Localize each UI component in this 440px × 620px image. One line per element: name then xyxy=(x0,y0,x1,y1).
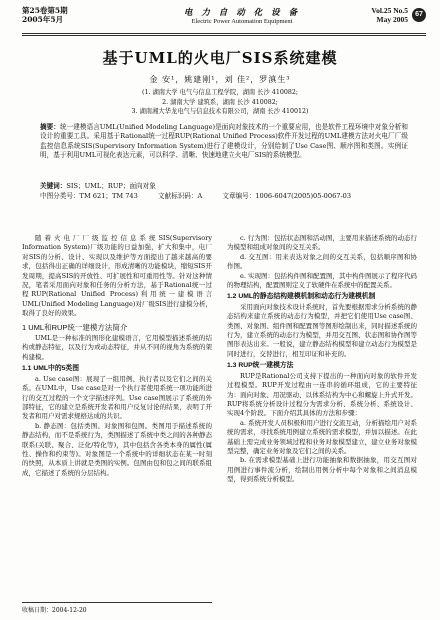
article-number: 文章编号：1006-6047(2005)05-0067-03 xyxy=(222,192,352,200)
header-center xyxy=(132,6,352,25)
class-number: 中图分类号：TM 621；TM 743 xyxy=(40,192,138,200)
section-1-1-heading: 1.1 UML中的5类图 xyxy=(22,365,80,373)
static-diagram-paragraph: b. 静态图：包括类图、对象图和包图。类图用于描述系统的静态结构，而不是系统行为，类图描述了系统中类之间的各种静态联系(关联、聚合、泛化/特化等)，其中包括含各类本身的属性(属性、操作和约束等)。对象图是一个系统中的详细状态在某一时刻的快照，从本质上讲就是类图的实例。包图由包和包之间的联系组成，它描述了系统的分层结构。 xyxy=(22,421,212,477)
rup-step-b-paragraph: b. 在需求模型基础上进行功能抽象和数据抽象，用交互图对用例进行事件流分析，绘制出用例分析中每个对象和之间消息模型，得到系统分析模型。 xyxy=(227,456,417,484)
header-rule-bottom xyxy=(22,35,426,36)
intro-paragraph: 随着火电厂厂级监控信息系统SIS(Supervisory Information System)厂级功能的日益加强，扩大和集中，电厂对SIS的分析、设计、实现以及维护等方面提出了越来越高的要求，包括得出正确的详细设计，形成清晰的功能模块，缩短SIS开发周期，提高SIS的开放性、可扩展性和可重用性等。针对这种情况，笔者采用面向对象和任务的分析方法，基于Rational统一过程RUP(Rational Unified Process)利用统一建模语言UML(Unified Modeling Language)对厂级SIS进行建模分析，取得了良好的效果。 xyxy=(22,234,212,318)
journal-name-en: Electric Power Automation Equipment xyxy=(191,18,293,25)
keywords-label: 关键词： xyxy=(40,182,67,190)
page-number-badge: 67 xyxy=(412,8,426,22)
section-1-3-heading: 1.3 RUP统一建模方法 xyxy=(227,362,294,370)
journal-name-cn: 电 力 自 动 化 设 备 xyxy=(183,8,301,18)
paper-title: 基于UML的火电厂SIS系统建模 xyxy=(102,49,338,67)
section-1-heading: 1 UML和RUP统一建模方法简介 xyxy=(22,322,128,332)
abstract-text: 统一建模语言UML(Unified Modeling Language)是面向对象技术的一个重要应用，也是软件工程环境中对象分析和设计的重要工具。采用基于Rational统一过程RUP(Rational Unified Process)软件开发过程的UML建模方法对火电厂厂级监控信息系统SIS(Supervisory Information System)进行了建模设计，分别给制了Use Case图、顺序图和类图。实例证明，基于利用UML可视化表达元素，可以科学、清晰、快速地建立火电厂SIS的系统模型。 xyxy=(40,123,408,159)
behavior-diagram-paragraph: c. 行为图：包括状态图和活动图，主要用来描述系统的动态行为模型和组成对象间的交互关系。 xyxy=(227,234,417,252)
author-list: 金 安¹，姚建刚¹，刘 佳²，罗滇生³ xyxy=(149,75,291,84)
affiliation-1: (1. 湖南大学 电气与信息工程学院，湖南 长沙 410082; xyxy=(142,89,298,96)
header-rule-top xyxy=(22,33,426,34)
abstract-label: 摘要： xyxy=(40,123,60,131)
left-column xyxy=(22,234,212,478)
date-cn: 2005年5月 xyxy=(22,15,64,24)
uml-intro-paragraph: UML是一种标准的图形化建模语言，它用模型描述系统的结构或静态特征，以及行为或动态特征，并从不同的视角为系统的架构建模。 xyxy=(22,334,212,361)
volume-cn: 第25卷第5期 xyxy=(22,6,68,15)
classification-line xyxy=(40,192,408,201)
rup-paragraph: RUP是Rational公司支持下提出的一种面向对象的软件开发过程模型。RUP开发过程由一连串的循环组成，它的主要特征为：面向对象、用况驱动、以体系结构为中心和螺旋上升式开发。RUP将系统分析设计过程分为需求分析、系统分析、系统设计、实现4个阶段。下面介绍其具体的方法和步骤： xyxy=(227,371,417,418)
running-header xyxy=(22,6,426,32)
received-date-footnote: 收稿日期：2004-12-20 xyxy=(22,602,212,614)
affiliation-3: 3. 湖南湘大华龙电气与信息技术有限公司，湖南 长沙 410012) xyxy=(131,108,309,115)
modeling-mechanism-paragraph: 采用面向对象技术设计系统时，首先要根据需求分析系统的静态结构来建立系统的动态行为模型，并把它们使用Use case图、类图、对象图、组件图和配置图等图形绘制出来，同时描述系统的行为，建立系统的动态行为模型，并用交互图、状态图和协作图等图形表达出来。一般说，建立静态结构模型和建立动态行为模型是同时进行，交替进行，相互印证和补充的。 xyxy=(227,302,417,358)
implementation-diagram-paragraph: e. 实现图：包括构件图和配置图，其中构件图展示了程序代码的物理结构，配置图则定义了软硬件在系统中的配置关系。 xyxy=(227,271,417,290)
header-right xyxy=(371,6,408,24)
volume-en: Vol.25 No.5 xyxy=(371,6,408,15)
keywords xyxy=(40,182,408,191)
right-column xyxy=(227,234,417,485)
date-en: May 2005 xyxy=(376,15,408,24)
affiliation-2: 2. 湖南大学 建筑系，湖南 长沙 410082; xyxy=(162,98,278,106)
header-left xyxy=(22,6,68,24)
affiliations xyxy=(0,88,440,117)
interaction-diagram-paragraph: d. 交互图：用来表达对象之间的交互关系，包括顺序图和协作图。 xyxy=(227,252,417,271)
section-1-2-heading: 1.2 UML的静态结构建模机制和动态行为建模机制 xyxy=(227,293,376,301)
abstract xyxy=(40,123,408,160)
rup-step-a-paragraph: a. 系统开发人员积极和用户进行交流互动，分析描绘用户对系统的需求，寻找系统用例建立系统的需求模型，并加以描述。在此基础上需完成业务领域过程和业务对象模型建立，建立业务对象模型完整，确定业务对象及它们之间的关系。 xyxy=(227,418,418,455)
document-code: 文献标识码：A xyxy=(157,192,203,200)
use-case-paragraph: a. Use case图：展现了一组用例、执行者以及它们之间的关系。在UML中，Use case是对一个执行者使用系统一项功能所进行的交互过程的一个文字描述序列。Use case图展示了系统的外部特征，它的建立是系统开发者和用户反复讨论的结果，表明了开发者和用户对需求规格达成的共识。 xyxy=(22,374,212,421)
keywords-text: SIS；UML；RUP；面向对象 xyxy=(66,182,156,190)
